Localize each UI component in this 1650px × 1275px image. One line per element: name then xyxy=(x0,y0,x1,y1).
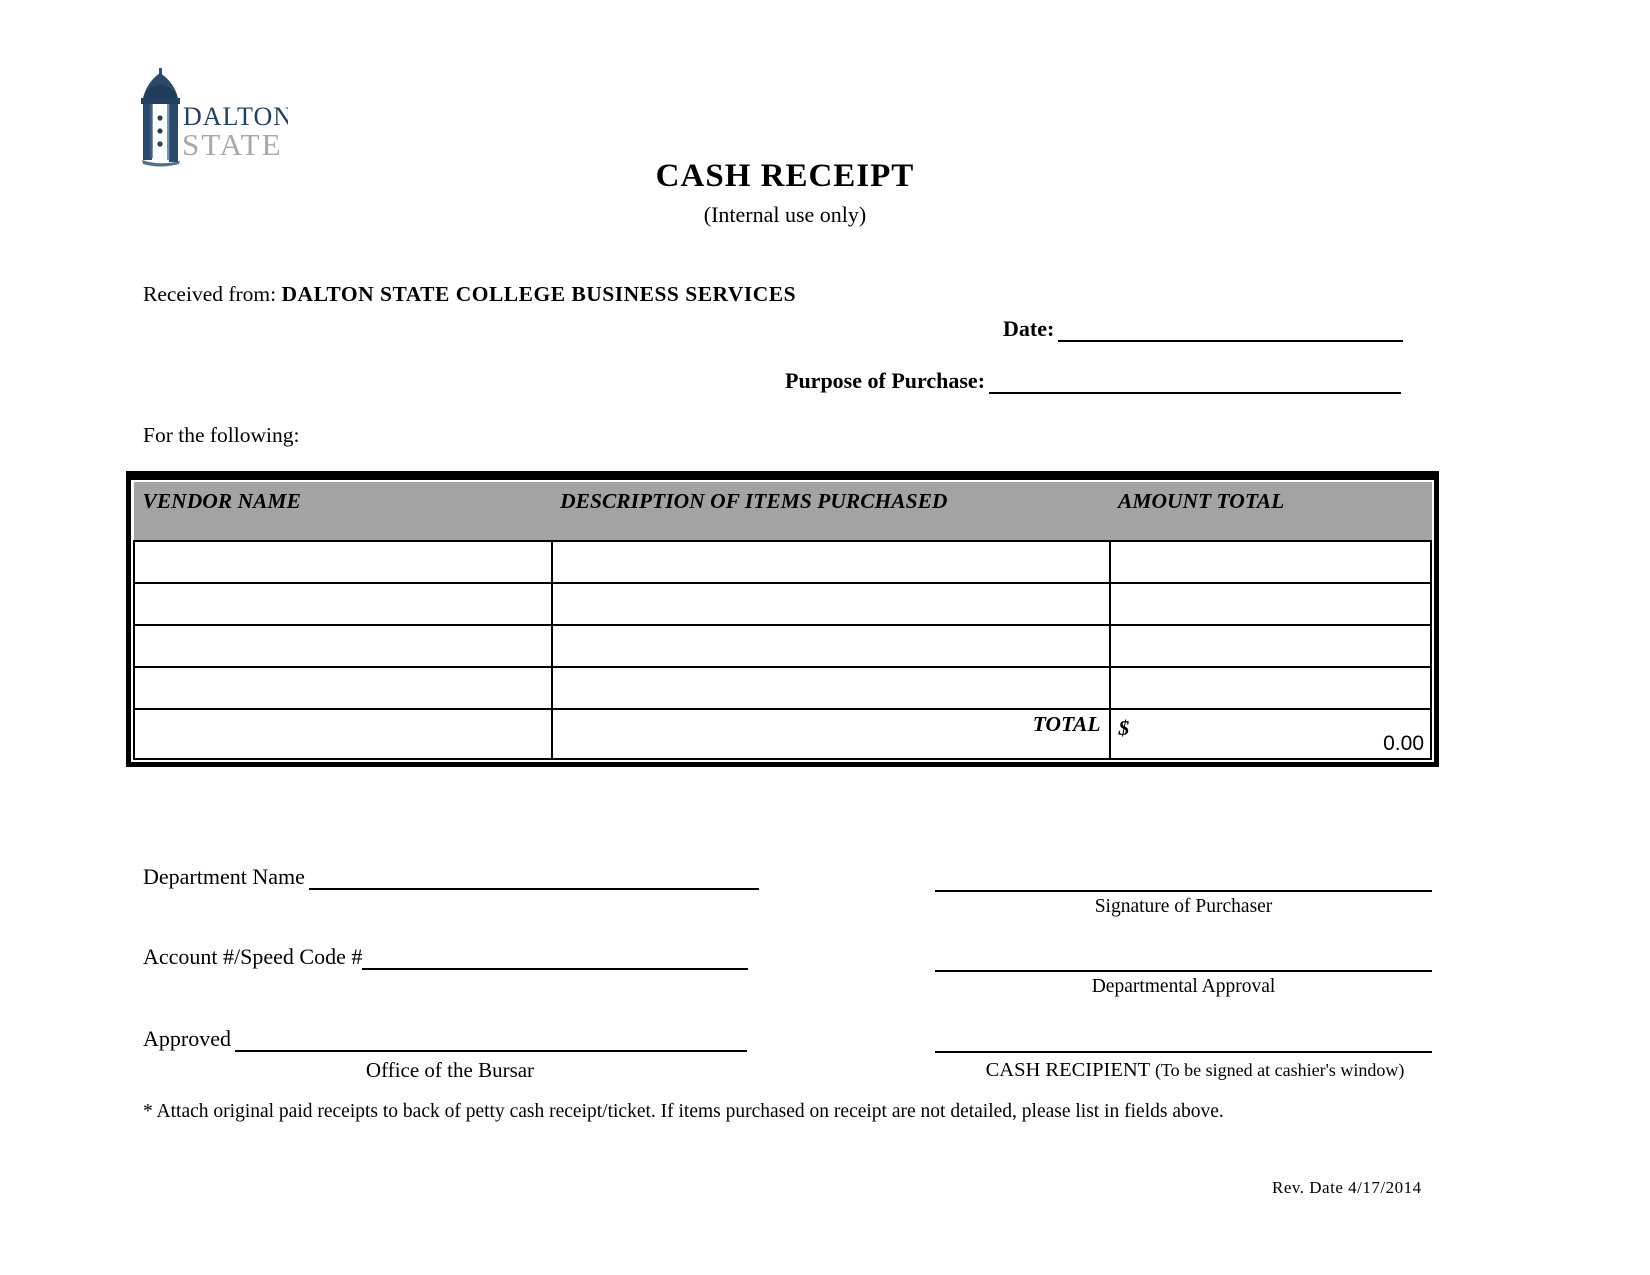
amount-cell[interactable] xyxy=(1110,625,1432,667)
vendor-name-cell[interactable] xyxy=(134,583,552,625)
description-cell[interactable] xyxy=(552,667,1110,709)
date-row xyxy=(1003,316,1403,342)
logo-text-state: STATE xyxy=(182,127,283,162)
table-row xyxy=(134,583,1431,625)
amount-cell[interactable] xyxy=(1110,583,1432,625)
received-from-value: DALTON STATE COLLEGE BUSINESS SERVICES xyxy=(281,282,797,306)
vendor-name-cell[interactable] xyxy=(134,667,552,709)
description-cell[interactable] xyxy=(552,583,1110,625)
cash-recipient-signature-line[interactable] xyxy=(935,1027,1432,1053)
dalton-state-logo xyxy=(138,68,288,168)
footnote: * Attach original paid receipts to back of petty cash receipt/ticket. If items purchased on receipt are not detailed, please list in fields above. xyxy=(143,1101,1224,1122)
received-from-row xyxy=(143,282,796,307)
vendor-name-cell[interactable] xyxy=(134,541,552,583)
total-row xyxy=(134,709,1431,759)
form-subtitle: (Internal use only) xyxy=(703,202,867,227)
total-value-field[interactable]: 0.00 xyxy=(1383,732,1424,755)
account-row xyxy=(143,944,748,970)
department-name-label: Department Name xyxy=(143,864,305,889)
items-table-frame xyxy=(126,471,1439,767)
approved-input-line[interactable] xyxy=(235,1028,747,1052)
description-cell[interactable] xyxy=(552,541,1110,583)
purpose-label: Purpose of Purchase: xyxy=(785,368,986,393)
departmental-approval-caption: Departmental Approval xyxy=(1091,976,1276,997)
approved-row xyxy=(143,1026,747,1052)
col-header-vendor-name: VENDOR NAME xyxy=(134,483,552,542)
total-row-empty-cell xyxy=(134,709,552,759)
table-row xyxy=(134,667,1431,709)
logo-text-dalton: DALTON xyxy=(183,102,288,131)
description-cell[interactable] xyxy=(552,625,1110,667)
table-row xyxy=(134,541,1431,583)
date-label: Date: xyxy=(1003,316,1055,341)
total-amount-cell xyxy=(1110,709,1432,759)
items-table xyxy=(133,482,1432,760)
form-title: CASH RECEIPT xyxy=(655,158,915,194)
purpose-input-line[interactable] xyxy=(989,370,1401,394)
signature-of-purchaser-caption: Signature of Purchaser xyxy=(1094,896,1273,917)
amount-cell[interactable] xyxy=(1110,541,1432,583)
cash-recipient-caption xyxy=(935,1059,1455,1082)
account-label: Account #/Speed Code # xyxy=(143,944,363,969)
purchaser-signature-line[interactable] xyxy=(935,866,1432,892)
departmental-approval-line[interactable] xyxy=(935,946,1432,972)
purpose-row xyxy=(785,368,1401,394)
amount-cell[interactable] xyxy=(1110,667,1432,709)
revision-date: Rev. Date 4/17/2014 xyxy=(1272,1178,1422,1197)
department-name-input-line[interactable] xyxy=(309,866,759,890)
tower-icon xyxy=(138,68,288,168)
total-label: TOTAL xyxy=(552,709,1110,759)
for-following-label: For the following: xyxy=(143,423,300,447)
table-header-row xyxy=(134,483,1431,542)
col-header-amount-total: AMOUNT TOTAL xyxy=(1110,483,1432,542)
office-of-bursar-caption: Office of the Bursar xyxy=(365,1058,535,1082)
account-input-line[interactable] xyxy=(362,946,748,970)
col-header-description: DESCRIPTION OF ITEMS PURCHASED xyxy=(552,483,1110,542)
currency-symbol: $ xyxy=(1118,716,1130,740)
table-row xyxy=(134,625,1431,667)
approved-label: Approved xyxy=(143,1026,231,1051)
received-from-label: Received from: xyxy=(143,282,277,306)
date-input-line[interactable] xyxy=(1058,318,1403,342)
vendor-name-cell[interactable] xyxy=(134,625,552,667)
department-name-row xyxy=(143,864,759,890)
cash-recipient-label: CASH RECIPIENT xyxy=(985,1059,1150,1081)
cash-recipient-note: (To be signed at cashier's window) xyxy=(1154,1060,1405,1080)
